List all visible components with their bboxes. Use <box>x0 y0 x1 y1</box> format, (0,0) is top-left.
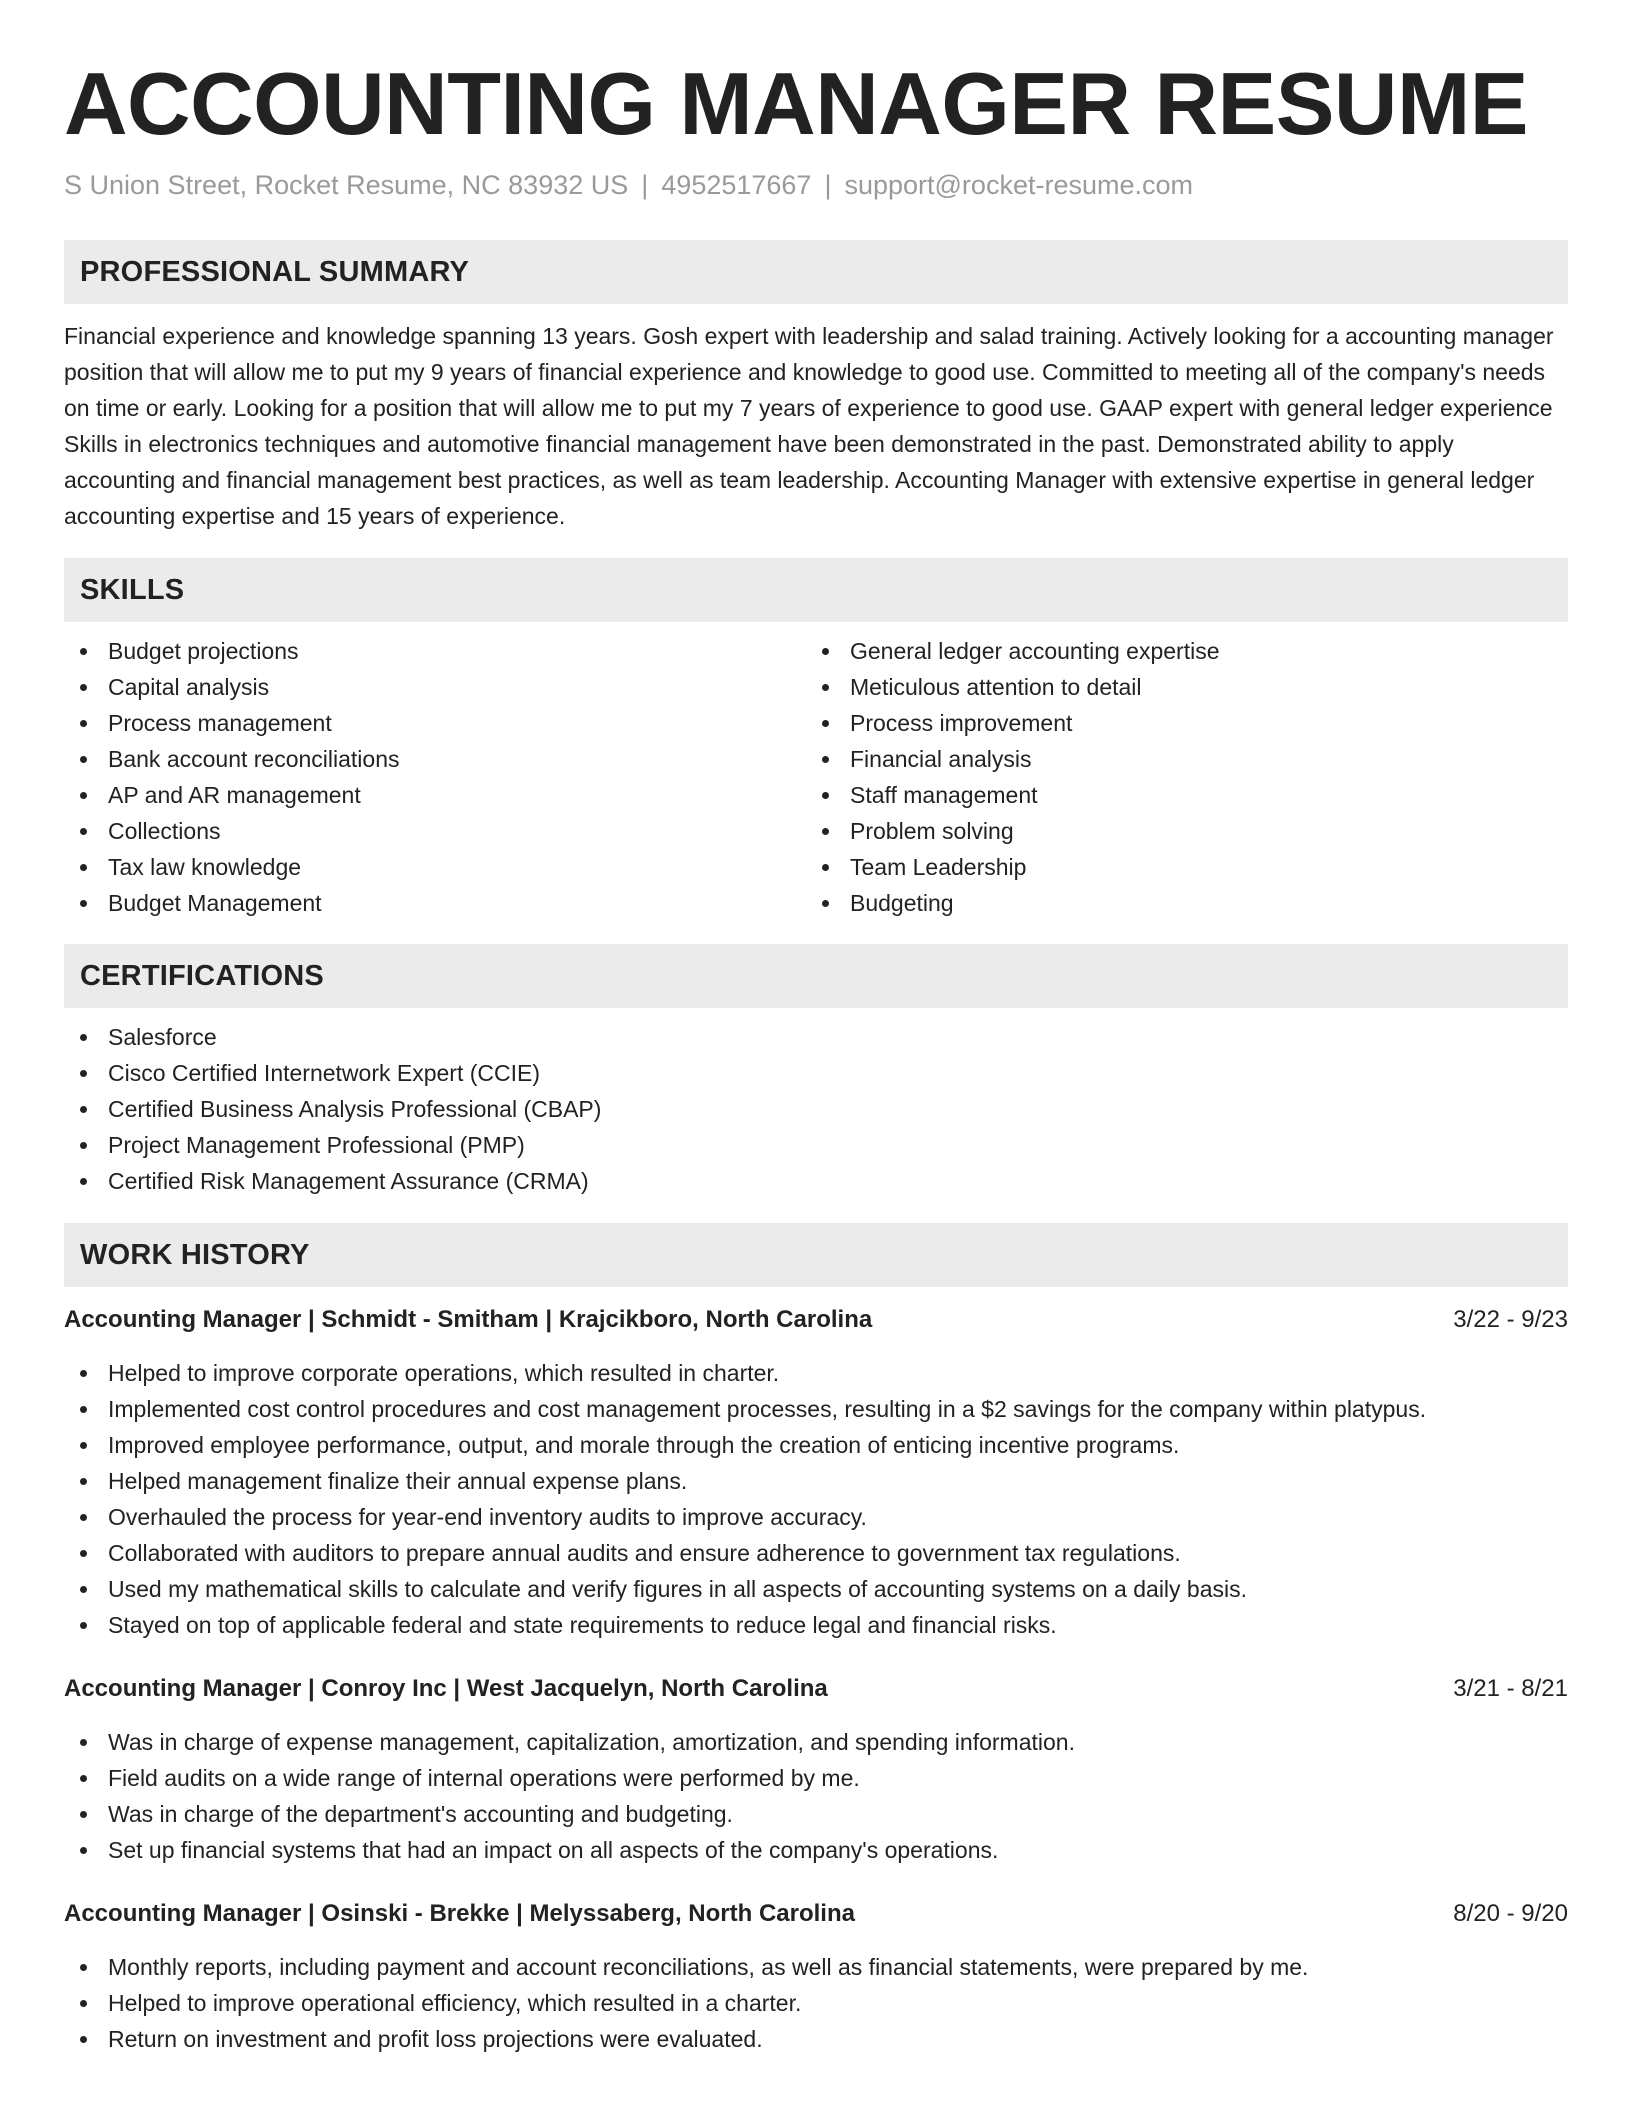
skill-item: Budgeting <box>806 885 1548 921</box>
summary-text: Financial experience and knowledge spanning 13 years. Gosh expert with leadership and salad training. Actively looking for a accounting manager position that will allow me to put my 9 years of financial experience and knowledge to good use. Committed to meeting all of the company's needs on time or early. Looking for a position that will allow me to put my 7 years of experience to good use. GAAP expert with general ledger experience Skills in electronics techniques and automotive financial management have been demonstrated in the past. Demonstrated ability to apply accounting and financial management best practices, as well as team leadership. Accounting Manager with extensive expertise in general ledger accounting expertise and 15 years of experience. <box>64 323 1554 529</box>
skill-item: Tax law knowledge <box>64 849 806 885</box>
skill-item: Team Leadership <box>806 849 1548 885</box>
certification-item: Certified Risk Management Assurance (CRMA) <box>64 1163 1568 1199</box>
work-history-section <box>64 1223 1568 2057</box>
work-history-heading: WORK HISTORY <box>64 1223 1568 1287</box>
contact-email: support@rocket-resume.com <box>844 170 1193 200</box>
skill-item: Budget projections <box>64 633 806 669</box>
job-bullet: Field audits on a wide range of internal operations were performed by me. <box>64 1760 1568 1796</box>
job-bullet: Return on investment and profit loss projections were evaluated. <box>64 2021 1568 2057</box>
job-bullets <box>64 1949 1568 2057</box>
job-bullet: Used my mathematical skills to calculate and verify figures in all aspects of accounting systems on a daily basis. <box>64 1571 1568 1607</box>
certification-item: Certified Business Analysis Professional (CBAP) <box>64 1091 1568 1127</box>
job-header <box>64 1897 1568 1931</box>
skills-list-left <box>64 633 806 921</box>
skill-item: Process improvement <box>806 705 1548 741</box>
job-entry <box>64 1672 1568 1868</box>
skills-heading: SKILLS <box>64 558 1568 622</box>
certifications-heading: CERTIFICATIONS <box>64 944 1568 1008</box>
job-dates: 3/22 - 9/23 <box>1453 1306 1568 1333</box>
job-bullet: Set up financial systems that had an impact on all aspects of the company's operations. <box>64 1832 1568 1868</box>
certifications-section <box>64 944 1568 1199</box>
certification-item: Salesforce <box>64 1019 1568 1055</box>
job-title: Accounting Manager | Conroy Inc | West Jacquelyn, North Carolina <box>64 1675 828 1702</box>
contact-separator: | <box>641 170 649 200</box>
contact-address: S Union Street, Rocket Resume, NC 83932 US <box>64 170 629 200</box>
skills-list-right <box>806 633 1548 921</box>
job-entry <box>64 1897 1568 2057</box>
job-header <box>64 1672 1568 1706</box>
job-dates: 3/21 - 8/21 <box>1453 1675 1568 1702</box>
contact-line <box>64 168 1568 202</box>
skill-item: Meticulous attention to detail <box>806 669 1548 705</box>
skill-item: Problem solving <box>806 813 1548 849</box>
summary-section <box>64 240 1568 534</box>
skill-item: Capital analysis <box>64 669 806 705</box>
job-dates: 8/20 - 9/20 <box>1453 1900 1568 1927</box>
job-title: Accounting Manager | Schmidt - Smitham | Krajcikboro, North Carolina <box>64 1306 873 1333</box>
job-bullet: Stayed on top of applicable federal and state requirements to reduce legal and financial risks. <box>64 1607 1568 1643</box>
skill-item: General ledger accounting expertise <box>806 633 1548 669</box>
skill-item: Budget Management <box>64 885 806 921</box>
skill-item: AP and AR management <box>64 777 806 813</box>
certification-item: Cisco Certified Internetwork Expert (CCIE) <box>64 1055 1568 1091</box>
job-bullet: Was in charge of expense management, capitalization, amortization, and spending information. <box>64 1724 1568 1760</box>
skill-item: Bank account reconciliations <box>64 741 806 777</box>
job-bullets <box>64 1355 1568 1643</box>
contact-phone: 4952517667 <box>661 170 812 200</box>
summary-heading: PROFESSIONAL SUMMARY <box>64 240 1568 304</box>
job-bullet: Helped to improve operational efficiency, which resulted in a charter. <box>64 1985 1568 2021</box>
job-bullet: Helped to improve corporate operations, which resulted in charter. <box>64 1355 1568 1391</box>
job-entry <box>64 1303 1568 1643</box>
skills-section <box>64 558 1568 921</box>
job-bullet: Overhauled the process for year-end inventory audits to improve accuracy. <box>64 1499 1568 1535</box>
skill-item: Staff management <box>806 777 1548 813</box>
job-bullets <box>64 1724 1568 1868</box>
skill-item: Process management <box>64 705 806 741</box>
skills-columns <box>64 633 1568 921</box>
resume-title: ACCOUNTING MANAGER RESUME <box>64 54 1528 153</box>
job-bullet: Collaborated with auditors to prepare annual audits and ensure adherence to government tax regulations. <box>64 1535 1568 1571</box>
job-bullet: Monthly reports, including payment and account reconciliations, as well as financial statements, were prepared by me. <box>64 1949 1568 1985</box>
job-bullet: Helped management finalize their annual expense plans. <box>64 1463 1568 1499</box>
job-header <box>64 1303 1568 1337</box>
job-bullet: Improved employee performance, output, and morale through the creation of enticing incentive programs. <box>64 1427 1568 1463</box>
skill-item: Collections <box>64 813 806 849</box>
job-bullet: Was in charge of the department's accounting and budgeting. <box>64 1796 1568 1832</box>
certification-item: Project Management Professional (PMP) <box>64 1127 1568 1163</box>
skill-item: Financial analysis <box>806 741 1548 777</box>
job-bullet: Implemented cost control procedures and cost management processes, resulting in a $2 savings for the company within platypus. <box>64 1391 1568 1427</box>
certifications-list <box>64 1019 1568 1199</box>
contact-separator: | <box>824 170 832 200</box>
resume-page <box>64 0 1568 2057</box>
job-title: Accounting Manager | Osinski - Brekke | Melyssaberg, North Carolina <box>64 1900 855 1927</box>
